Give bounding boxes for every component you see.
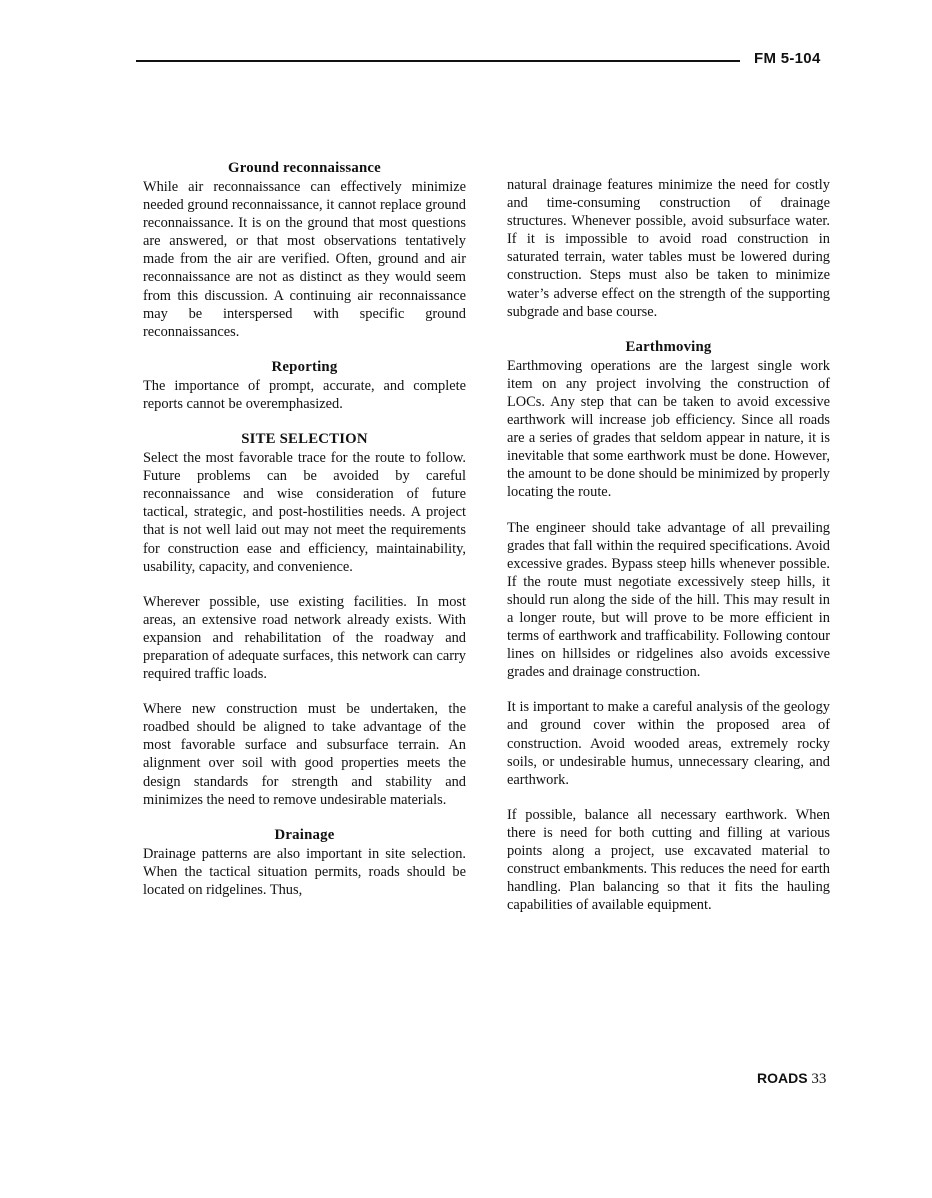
paragraph-site-selection-3: Where new construction must be undertaken, the roadbed should be aligned to take advantage of the most favorable surface and subsurface terrain. An alignment over soil with good properties meets the design standards for strength and stability and minimizes the need to remove undesirable materials. xyxy=(143,701,466,808)
paragraph-earthmoving-2: The engineer should take advantage of all prevailing grades that fall within the required specifications. Avoid excessive grades. Bypass steep hills whenever possible. If the route must negotiate excessively steep hills, it should run along the side of the hill. This may result in a longer route, but will prove to be more efficient in terms of earthwork and trafficability. Following contour lines on hillsides or ridgelines also avoids excessive grades and drainage construction. xyxy=(507,519,830,681)
paragraph-earthmoving-4: If possible, balance all necessary earthwork. When there is need for both cutting and filling at various points along a project, use excavated material to construct embankments. This reduces the need for earth handling. Plan balancing so that it fits the hauling capabilities of available equipment. xyxy=(507,806,830,914)
paragraph-drainage: Drainage patterns are also important in site selection. When the tactical situation permits, roads should be located on ridgelines. Thus, xyxy=(143,845,466,898)
document-code: FM 5-104 xyxy=(754,50,821,67)
page-footer xyxy=(757,1070,826,1088)
left-column xyxy=(143,158,466,899)
paragraph-earthmoving-3: It is important to make a careful analysis of the geology and ground cover within the proposed area of construction. Avoid wooded areas, extremely rocky soils, or undesirable humus, unnecessary clearing, and earthwork. xyxy=(507,699,830,788)
paragraph-ground-reconnaissance: While air reconnaissance can effectively minimize needed ground reconnaissance, it cannot replace ground reconnaissance. It is on the ground that most questions are answered, or that most observations tentatively made from the air are verified. Often, ground and air reconnaissance are not as distinct as they would seem from this discussion. A continuing air reconnaissance may be interspersed with specific ground reconnaissances. xyxy=(143,179,466,340)
heading-reporting: Reporting xyxy=(271,358,338,375)
paragraph-site-selection-2: Wherever possible, use existing facilities. In most areas, an extensive road network already exists. With expansion and rehabilitation of the roadway and preparation of adequate surfaces, this network can carry required traffic loads. xyxy=(143,593,466,683)
page-number: 33 xyxy=(811,1071,827,1087)
heading-drainage: Drainage xyxy=(274,826,335,843)
paragraph-reporting: The importance of prompt, accurate, and complete reports cannot be overemphasized. xyxy=(143,377,466,412)
heading-earthmoving: Earthmoving xyxy=(625,338,712,355)
paragraph-drainage-continued: natural drainage features minimize the need for costly and time-consuming construction of drainage structures. Whenever possible, avoid subsurface water. If it is impossible to avoid road construction in saturated terrain, water tables must be lowered during construction. Steps must also be taken to minimize water’s adverse effect on the strength of the supporting subgrade and base course. xyxy=(507,177,830,320)
paragraph-site-selection-1: Select the most favorable trace for the route to follow. Future problems can be avoided by careful reconnaissance and wise consideration of future tactical, strategic, and post-hostilities needs. A project that is not well laid out may not meet the requirements for construction ease and efficiency, maintainability, usability, capacity, and convenience. xyxy=(143,450,466,575)
header-rule xyxy=(136,60,740,62)
paragraph-earthmoving-1: Earthmoving operations are the largest single work item on any project involving the construction of LOCs. Any step that can be taken to avoid excessive earthwork will increase job efficiency. Since all roads are a series of grades that seldom appear in nature, it is inevitable that some earthwork must be done. However, the amount to be done should be minimized by properly locating the route. xyxy=(507,357,830,501)
footer-section-title: ROADS xyxy=(757,1070,808,1086)
right-column xyxy=(507,176,830,914)
heading-ground-reconnaissance: Ground reconnaissance xyxy=(228,160,381,176)
heading-site-selection: SITE SELECTION xyxy=(241,431,368,448)
